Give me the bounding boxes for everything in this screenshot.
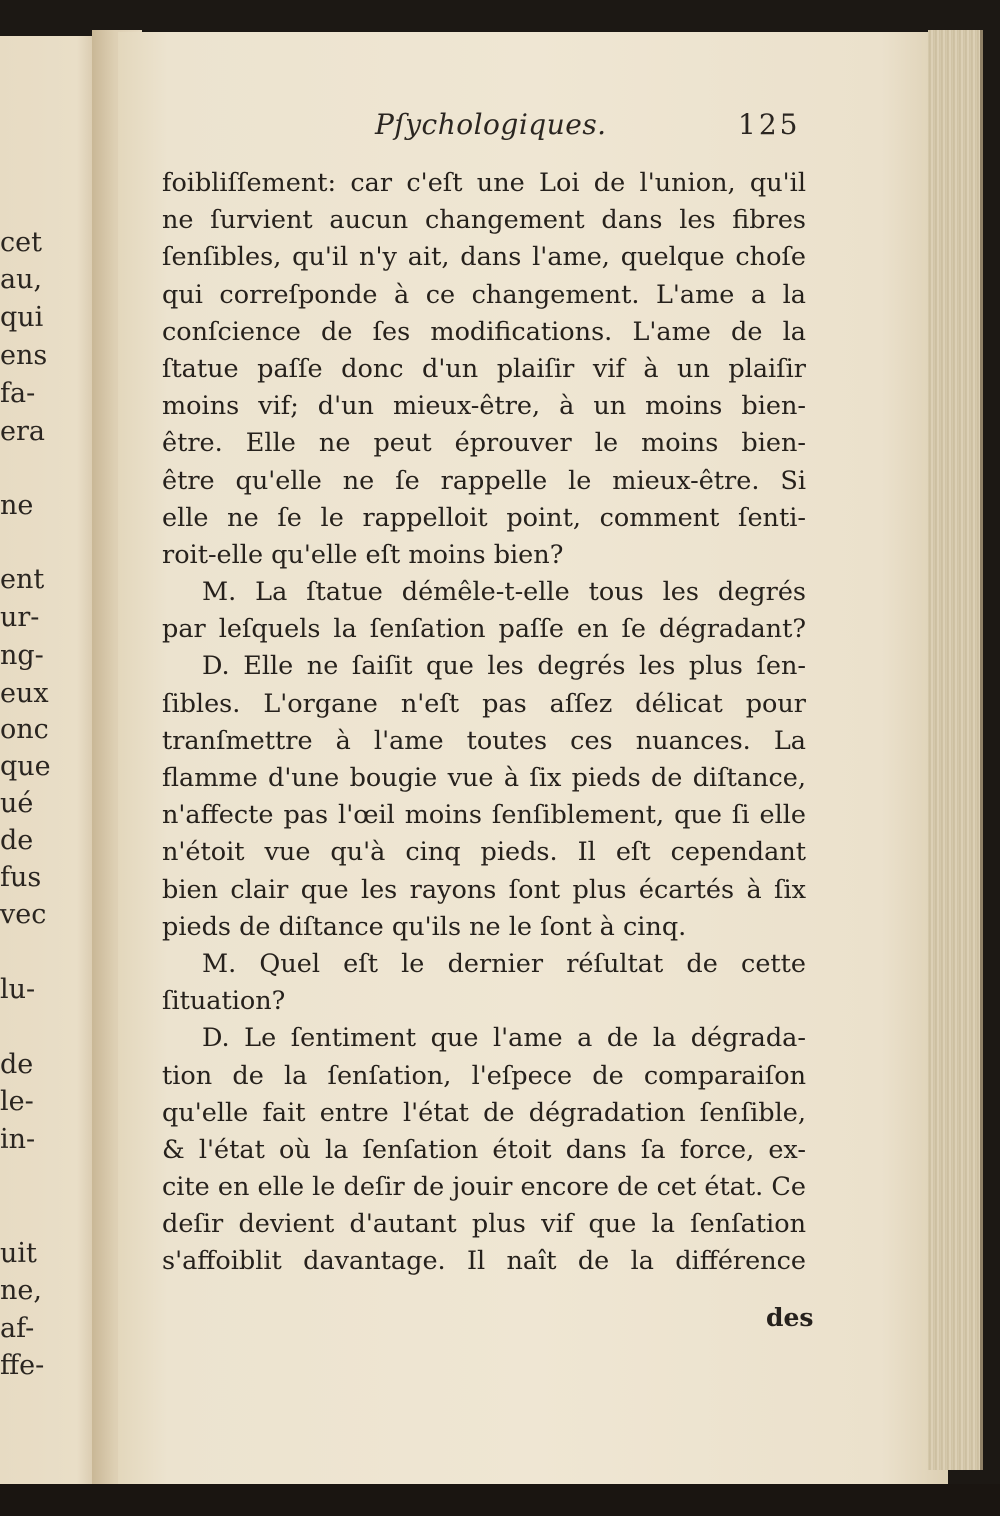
- text-line: bien clair que les rayons ſont plus écartés à ſix: [162, 874, 806, 905]
- left-fragment: ent: [0, 564, 45, 595]
- running-head: Pſychologiques.: [375, 108, 607, 141]
- left-fragment: qui: [0, 302, 44, 333]
- left-fragment: le-: [0, 1086, 34, 1117]
- text-line: flamme d'une bougie vue à ſix pieds de diſtance,: [162, 763, 806, 793]
- left-fragment: ne: [0, 490, 34, 521]
- left-fragment: ne,: [0, 1275, 42, 1306]
- bottom-shadow: [0, 1484, 1000, 1516]
- text-line: elle ne ſe le rappelloit point, comment ſenti-: [162, 502, 806, 533]
- left-fragment: in-: [0, 1124, 36, 1155]
- left-fragment: lu-: [0, 974, 36, 1005]
- left-fragment: eux: [0, 678, 49, 709]
- left-fragment: fus: [0, 862, 42, 893]
- text-line: tranſmettre à l'ame toutes ces nuances. La: [162, 725, 806, 756]
- left-fragment: onc: [0, 714, 49, 745]
- page-header: [170, 108, 810, 148]
- text-line: roit-elle qu'elle eſt moins bien?: [162, 539, 564, 570]
- text-line: être qu'elle ne ſe rappelle le mieux-être. Si: [162, 465, 806, 496]
- text-line: ſibles. L'organe n'eſt pas aſſez délicat pour: [162, 688, 806, 719]
- left-fragment: vec: [0, 899, 47, 930]
- text-line: D. Le ſentiment que l'ame a de la dégrada-: [202, 1023, 806, 1054]
- left-fragment: de: [0, 825, 34, 856]
- page-edges: [928, 30, 983, 1470]
- left-fragment: era: [0, 416, 45, 447]
- catchword: des: [766, 1303, 814, 1332]
- text-line: n'étoit vue qu'à cinq pieds. Il eſt cependant: [162, 837, 806, 868]
- text-line: ſenſibles, qu'il n'y ait, dans l'ame, quelque choſe: [162, 242, 806, 273]
- left-fragment: fa-: [0, 378, 36, 409]
- left-fragment: ué: [0, 788, 34, 819]
- left-fragment: uit: [0, 1238, 37, 1269]
- text-line: tion de la ſenſation, l'eſpece de comparaiſon: [162, 1060, 806, 1091]
- text-line: cite en elle le deſir de jouir encore de cet état. Ce: [162, 1172, 806, 1203]
- text-line: ſtatue paſſe donc d'un plaiſir vif à un plaiſir: [162, 353, 806, 384]
- text-line: qui correſponde à ce changement. L'ame a la: [162, 279, 806, 310]
- left-fragment: cet: [0, 227, 42, 258]
- text-line: s'affoiblit davantage. Il naît de la différence: [162, 1246, 806, 1277]
- text-line: M. La ſtatue démêle-t-elle tous les degrés: [202, 577, 806, 608]
- text-line: être. Elle ne peut éprouver le moins bien-: [162, 428, 806, 459]
- text-line: pieds de diſtance qu'ils ne le ſont à cinq.: [162, 911, 687, 942]
- left-fragment: que: [0, 751, 51, 782]
- left-fragment: ur-: [0, 602, 40, 633]
- text-line: deſir devient d'autant plus vif que la ſenſation: [162, 1209, 806, 1240]
- text-line: moins vif; d'un mieux-être, à un moins bien-: [162, 391, 806, 422]
- left-fragment: de: [0, 1049, 34, 1080]
- text-line: ſituation?: [162, 986, 286, 1017]
- text-line: ne ſurvient aucun changement dans les fibres: [162, 205, 806, 236]
- text-line: foibliſſement: car c'eſt une Loi de l'union, qu'il: [162, 168, 806, 198]
- text-line: n'affecte pas l'œil moins ſenſiblement, que ſi elle: [162, 800, 806, 831]
- page-number: 125: [738, 108, 801, 141]
- text-line: conſcience de ſes modifications. L'ame de la: [162, 316, 806, 347]
- left-fragment: ens: [0, 340, 48, 371]
- text-line: qu'elle fait entre l'état de dégradation ſenſible,: [162, 1097, 806, 1128]
- left-fragment: af-: [0, 1313, 35, 1344]
- left-fragment: ng-: [0, 640, 44, 671]
- text-line: M. Quel eſt le dernier réſultat de cette: [202, 948, 806, 979]
- body-text: [162, 165, 806, 1281]
- text-line: & l'état où la ſenſation étoit dans ſa force, ex-: [162, 1134, 806, 1165]
- text-line: D. Elle ne ſaiſit que les degrés les plus ſen-: [202, 651, 806, 682]
- left-fragment: au,: [0, 264, 43, 295]
- left-fragment: ffe-: [0, 1350, 45, 1381]
- text-line: par leſquels la ſenſation paſſe en ſe dégradant?: [162, 614, 806, 645]
